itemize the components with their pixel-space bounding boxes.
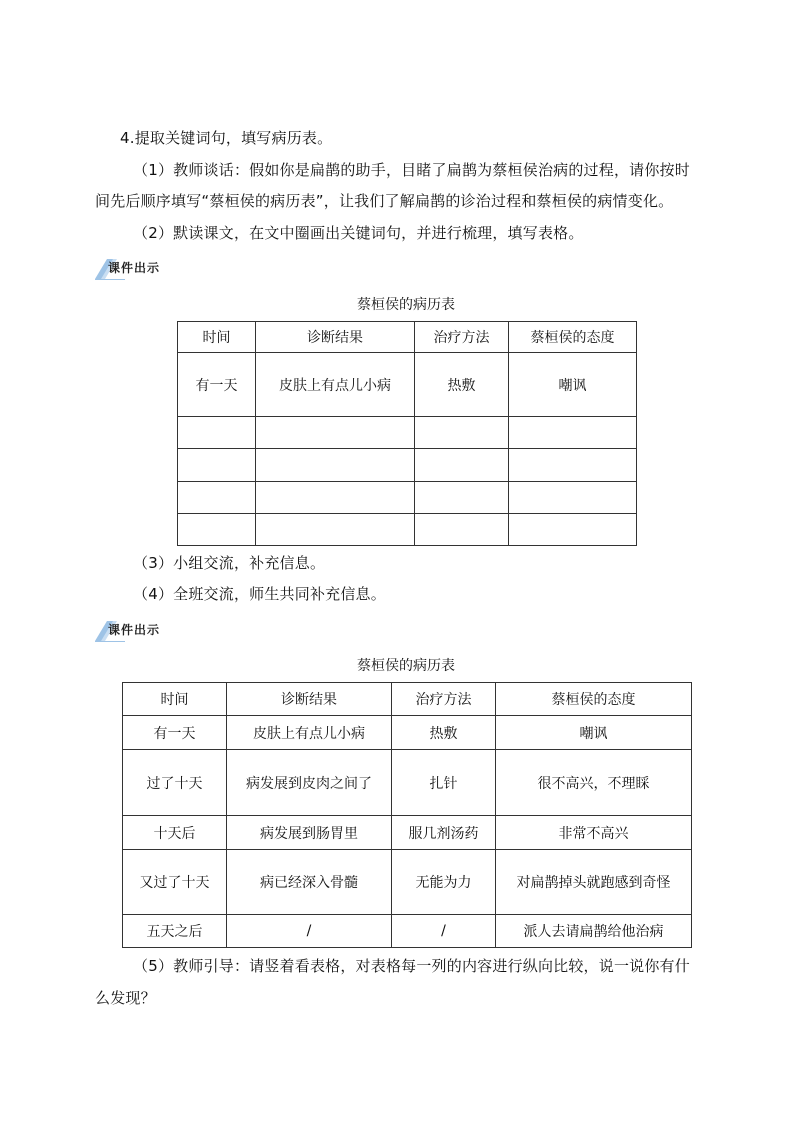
header-time: 时间 xyxy=(178,322,256,353)
cell-attitude: 嘲讽 xyxy=(496,716,692,750)
table-row xyxy=(178,482,637,514)
cell-treatment xyxy=(415,449,509,482)
cell-attitude: 嘲讽 xyxy=(509,353,637,417)
cell-attitude xyxy=(509,514,637,546)
cell-treatment: 无能为力 xyxy=(392,850,496,915)
cell-time xyxy=(178,514,256,546)
header-time: 时间 xyxy=(123,683,227,716)
cell-diagnosis xyxy=(256,514,415,546)
cell-treatment: / xyxy=(392,915,496,948)
badge-label: 课件出示 xyxy=(108,623,161,637)
paragraph-1-line-2: 间先后顺序填写“蔡桓侯的病历表”，让我们了解扁鹊的诊治过程和蔡桓侯的病情变化。 xyxy=(95,192,674,210)
table-row xyxy=(123,850,692,915)
paragraph-3: （3）小组交流，补充信息。 xyxy=(133,554,326,572)
cell-attitude: 很不高兴，不理睬 xyxy=(496,750,692,816)
table-row xyxy=(123,915,692,948)
cell-diagnosis: 皮肤上有点儿小病 xyxy=(256,353,415,417)
cell-time: 十天后 xyxy=(123,816,227,850)
cell-attitude xyxy=(509,449,637,482)
cell-time: 又过了十天 xyxy=(123,850,227,915)
cell-time: 有一天 xyxy=(123,716,227,750)
table-row xyxy=(123,816,692,850)
paragraph-5-line-1: （5）教师引导：请竖着看表格，对表格每一列的内容进行纵向比较，说一说你有什 xyxy=(133,957,690,975)
cell-attitude: 派人去请扁鹊给他治病 xyxy=(496,915,692,948)
table-header-row xyxy=(178,322,637,353)
cell-treatment: 热敷 xyxy=(392,716,496,750)
medical-record-table-empty xyxy=(177,321,637,546)
paragraph-1-line-1: （1）教师谈话：假如你是扁鹊的助手，目睹了扁鹊为蔡桓侯治病的过程，请你按时 xyxy=(133,161,690,179)
cell-diagnosis xyxy=(256,449,415,482)
cell-time: 五天之后 xyxy=(123,915,227,948)
cell-diagnosis: 病发展到肠胃里 xyxy=(227,816,392,850)
badge-label: 课件出示 xyxy=(108,261,161,275)
header-diagnosis: 诊断结果 xyxy=(256,322,415,353)
cell-treatment xyxy=(415,514,509,546)
paragraph-4: （4）全班交流，师生共同补充信息。 xyxy=(133,585,386,603)
table-row xyxy=(178,449,637,482)
cell-time xyxy=(178,417,256,449)
cell-time xyxy=(178,482,256,514)
table-row xyxy=(123,716,692,750)
header-attitude: 蔡桓侯的态度 xyxy=(496,683,692,716)
courseware-badge xyxy=(95,257,215,281)
table-row xyxy=(123,750,692,816)
table-row xyxy=(178,353,637,417)
cell-attitude: 对扁鹊掉头就跑感到奇怪 xyxy=(496,850,692,915)
cell-treatment: 热敷 xyxy=(415,353,509,417)
courseware-badge xyxy=(95,619,215,643)
table-row xyxy=(178,514,637,546)
cell-time xyxy=(178,449,256,482)
cell-treatment xyxy=(415,482,509,514)
medical-record-table-filled xyxy=(122,682,692,948)
cell-diagnosis: 病发展到皮肉之间了 xyxy=(227,750,392,816)
table-1-caption: 蔡桓侯的病历表 xyxy=(357,297,455,313)
header-treatment: 治疗方法 xyxy=(415,322,509,353)
paragraph-2: （2）默读课文，在文中圈画出关键词句，并进行梳理，填写表格。 xyxy=(133,224,584,242)
cell-time: 过了十天 xyxy=(123,750,227,816)
header-treatment: 治疗方法 xyxy=(392,683,496,716)
table-header-row xyxy=(123,683,692,716)
cell-treatment xyxy=(415,417,509,449)
table-2-caption: 蔡桓侯的病历表 xyxy=(357,658,455,674)
step-4-heading: 4.提取关键词句，填写病历表。 xyxy=(120,129,333,147)
cell-diagnosis xyxy=(256,482,415,514)
table-row xyxy=(178,417,637,449)
cell-diagnosis: 皮肤上有点儿小病 xyxy=(227,716,392,750)
cell-diagnosis: 病已经深入骨髓 xyxy=(227,850,392,915)
cell-attitude: 非常不高兴 xyxy=(496,816,692,850)
cell-time: 有一天 xyxy=(178,353,256,417)
paragraph-5-line-2: 么发现？ xyxy=(95,989,156,1007)
header-attitude: 蔡桓侯的态度 xyxy=(509,322,637,353)
header-diagnosis: 诊断结果 xyxy=(227,683,392,716)
cell-attitude xyxy=(509,417,637,449)
cell-diagnosis: / xyxy=(227,915,392,948)
cell-treatment: 扎针 xyxy=(392,750,496,816)
cell-diagnosis xyxy=(256,417,415,449)
cell-treatment: 服几剂汤药 xyxy=(392,816,496,850)
cell-attitude xyxy=(509,482,637,514)
